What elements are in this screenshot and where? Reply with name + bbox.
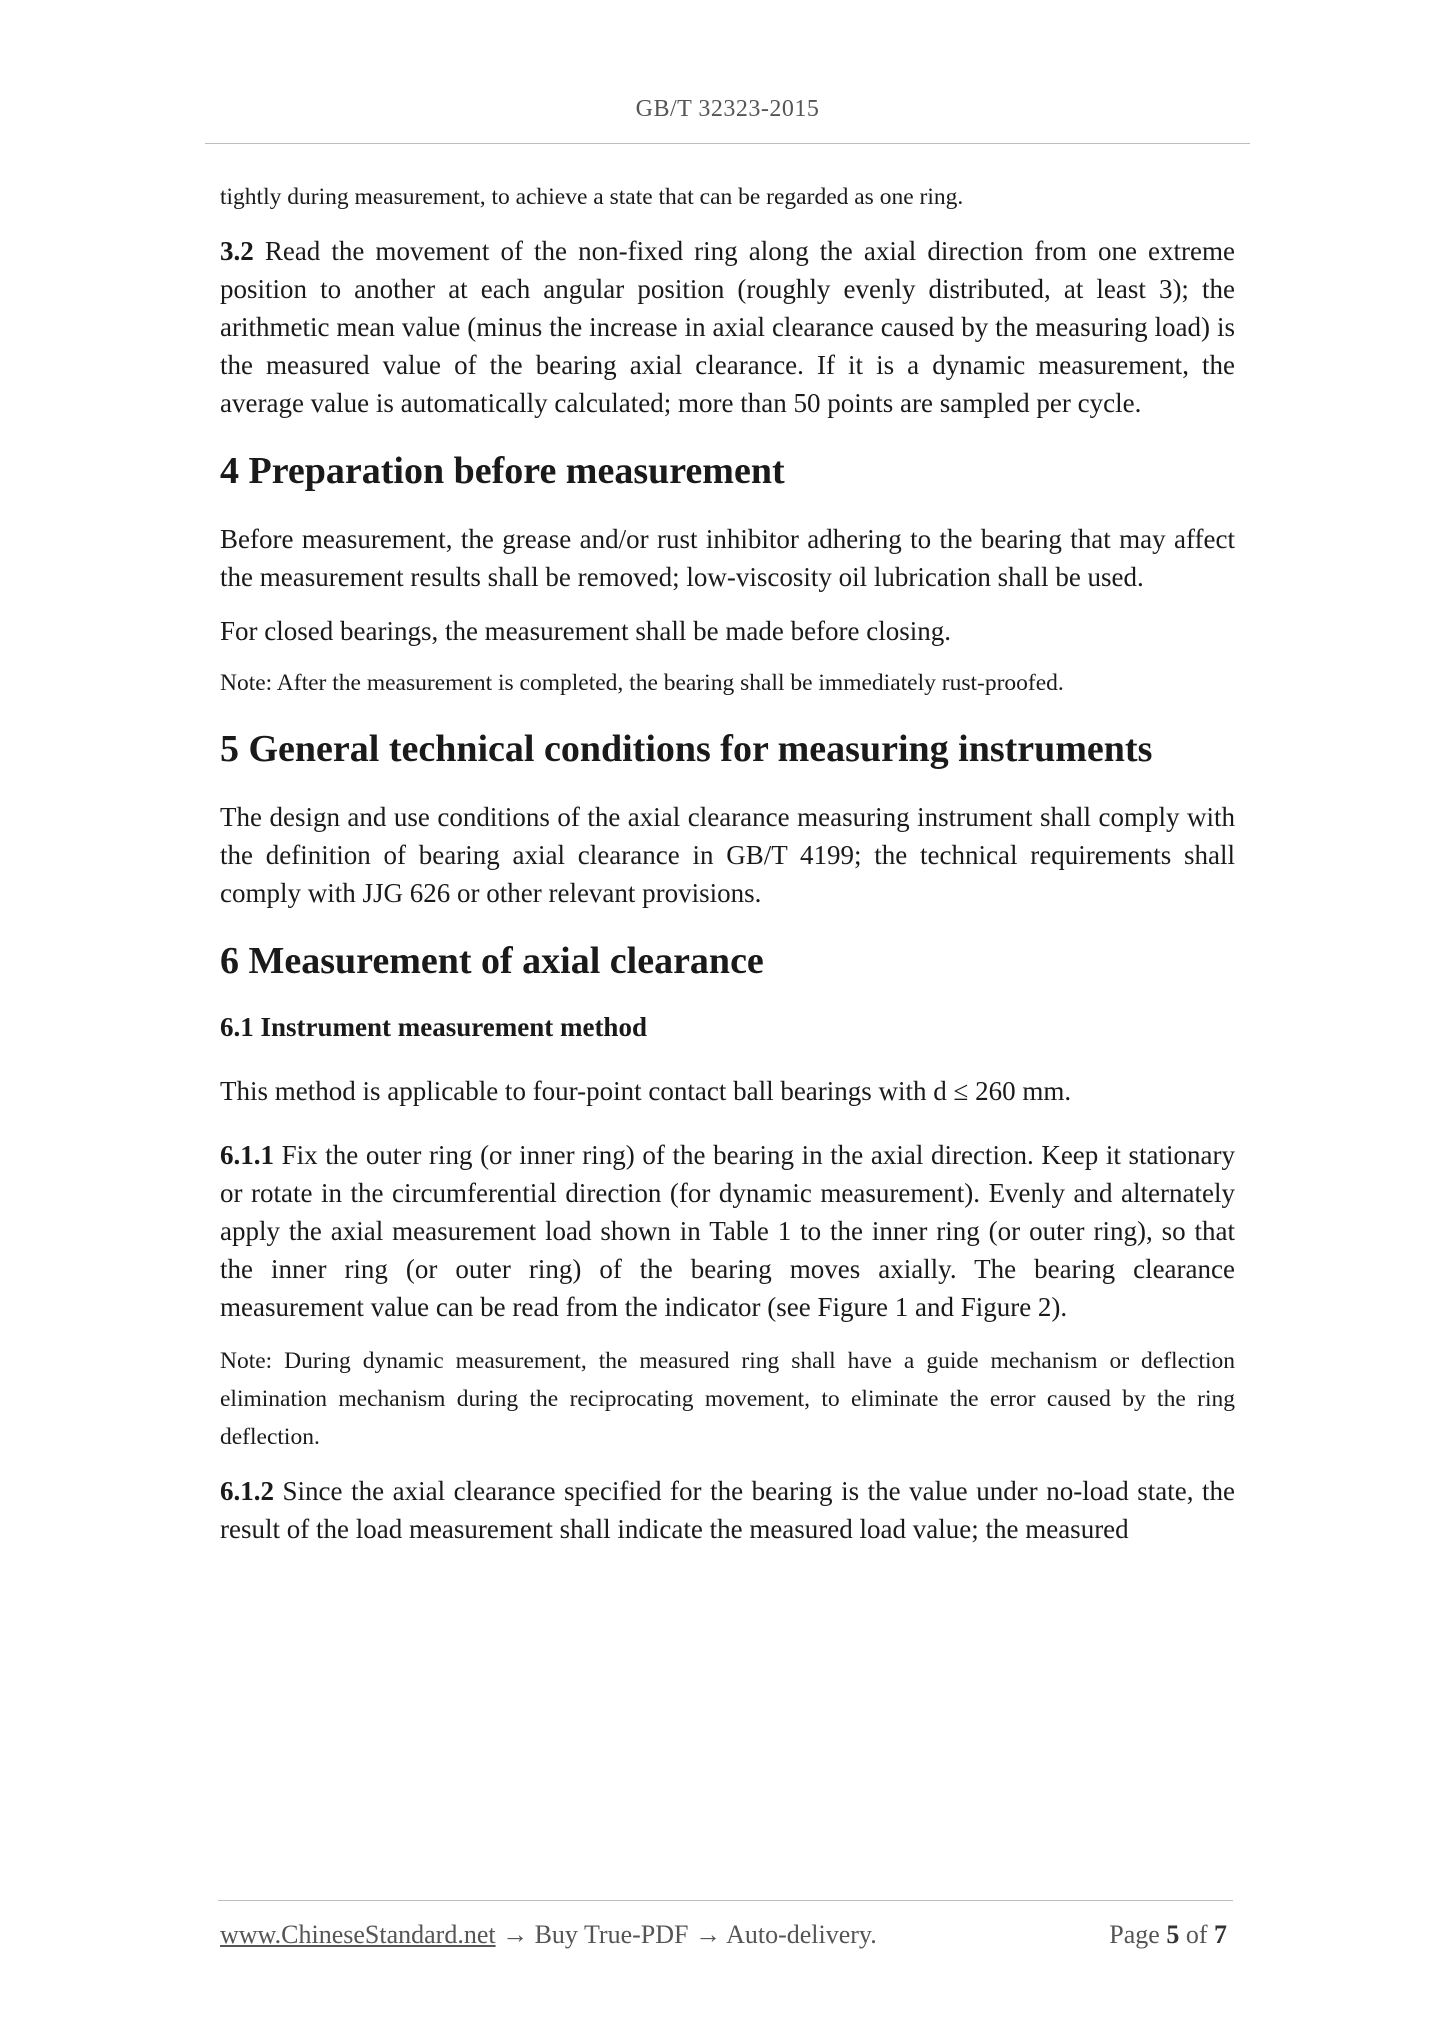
section-4-heading: 4 Preparation before measurement [220, 450, 785, 492]
subsection-6-1-heading: 6.1 Instrument measurement method [220, 1012, 647, 1042]
page-content [220, 178, 1235, 1548]
clause-6-1-1 [220, 1136, 1235, 1326]
clause-6-1-1-note: Note: During dynamic measurement, the measured ring shall have a guide mechanism or deflection elimination mechanism during the reciprocating movement, to eliminate the error caused by the ring deflection. [220, 1348, 1235, 1450]
arrow-right-icon: → [495, 1920, 535, 1949]
page-label: Page [1109, 1920, 1167, 1949]
clause-number: 3.2 [220, 236, 254, 266]
buy-pdf-text: Buy True-PDF [534, 1920, 689, 1949]
auto-delivery-text: Auto-delivery. [726, 1920, 877, 1949]
footer-divider [218, 1900, 1233, 1901]
footer-promo [220, 1920, 877, 1950]
clause-text: Read the movement of the non-fixed ring along the axial direction from one extreme position to another at each angular position (roughly evenly distributed, at least 3); the arithmetic mean value (minus the increase in axial clearance caused by the measuring load) is the measured value of the bearing axial clearance. If it is a dynamic measurement, the average value is automatically calculated; more than 50 points are sampled per cycle. [220, 236, 1235, 418]
clause-3-2 [220, 232, 1235, 422]
section-5-heading: 5 General technical conditions for measuring instruments [220, 728, 1153, 770]
total-pages: 7 [1214, 1920, 1227, 1949]
clause-number: 6.1.2 [220, 1476, 274, 1506]
section-4-note: Note: After the measurement is completed, the bearing shall be immediately rust-proofed. [220, 670, 1064, 696]
arrow-right-icon: → [688, 1920, 727, 1949]
clause-number: 6.1.1 [220, 1140, 274, 1170]
section-5-paragraph: The design and use conditions of the axial clearance measuring instrument shall comply with the definition of bearing axial clearance in GB/T 4199; the technical requirements shall comply with JJG 626 or other relevant provisions. [220, 802, 1235, 908]
section-4-paragraph-1: Before measurement, the grease and/or rust inhibitor adhering to the bearing that may affect the measurement results shall be removed; low-viscosity oil lubrication shall be used. [220, 524, 1235, 592]
section-6-heading: 6 Measurement of axial clearance [220, 940, 764, 982]
page-number [1109, 1920, 1227, 1950]
section-4-paragraph-2: For closed bearings, the measurement shall be made before closing. [220, 616, 952, 646]
current-page: 5 [1166, 1920, 1180, 1949]
clause-6-1-2 [220, 1472, 1235, 1548]
page-header: GB/T 32323-2015 [635, 96, 820, 122]
applicability-paragraph: This method is applicable to four-point contact ball bearings with d ≤ 260 mm. [220, 1076, 1072, 1106]
clause-text: Fix the outer ring (or inner ring) of the bearing in the axial direction. Keep it stationary or rotate in the circumferential direction (for dynamic measurement). Evenly and alternately apply the axial measurement load shown in Table 1 to the inner ring (or outer ring), so that the inner ring (or outer ring) of the bearing moves axially. The bearing clearance measurement value can be read from the indicator (see Figure 1 and Figure 2). [220, 1140, 1235, 1322]
website-link[interactable]: www.ChineseStandard.net [220, 1920, 496, 1949]
of-label: of [1179, 1920, 1214, 1949]
clause-text: Since the axial clearance specified for the bearing is the value under no-load state, the result of the load measurement shall indicate the measured load value; the measured [220, 1476, 1235, 1544]
header-divider [205, 143, 1250, 144]
intro-paragraph: tightly during measurement, to achieve a state that can be regarded as one ring. [220, 184, 964, 210]
